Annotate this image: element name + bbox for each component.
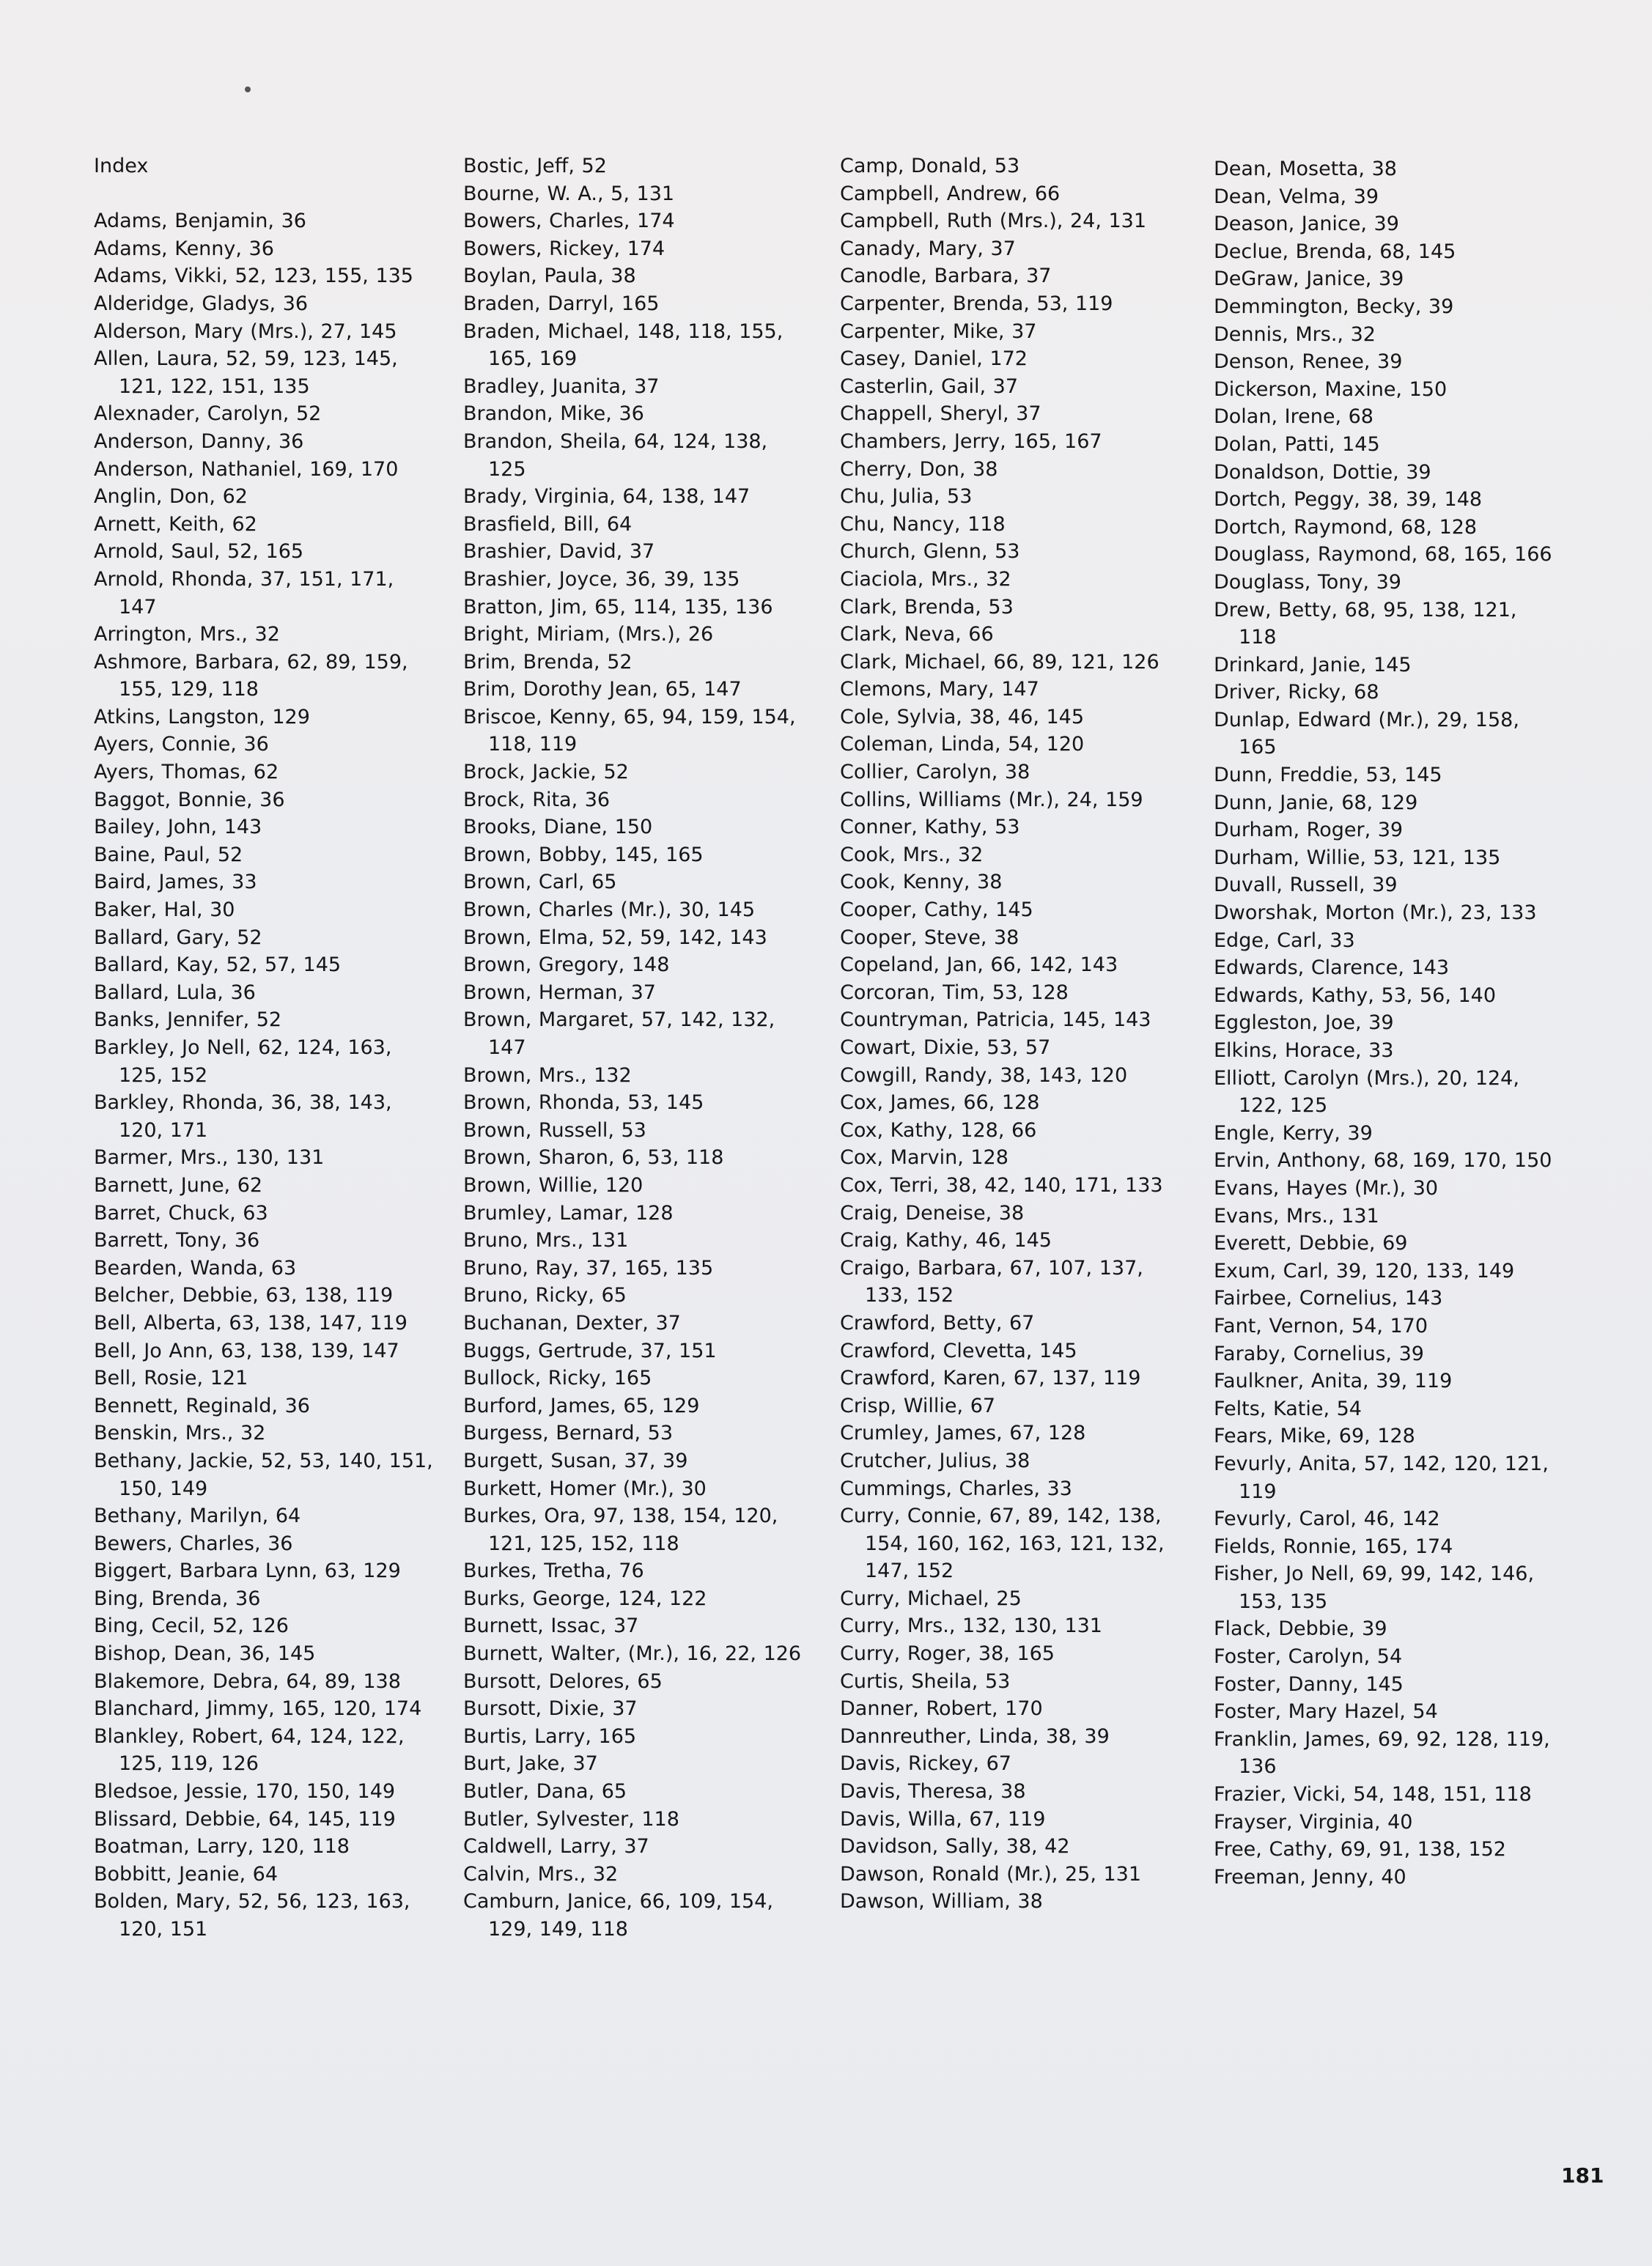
index-entry: Barrett, Tony, 36 [94, 1229, 260, 1252]
index-entry: Ervin, Anthony, 68, 169, 170, 150 [1214, 1149, 1552, 1173]
index-entry: Drew, Betty, 68, 95, 138, 121, 118 [1214, 598, 1517, 649]
index-entry: Bethany, Jackie, 52, 53, 140, 151, 150, 149 [94, 1449, 433, 1500]
index-entry: Ballard, Lula, 36 [94, 981, 256, 1004]
index-entry: Brown, Willie, 120 [463, 1173, 644, 1197]
index-entry: Bradley, Juanita, 37 [463, 374, 660, 398]
index-entry: Bruno, Ricky, 65 [463, 1284, 627, 1307]
index-entry: Barret, Chuck, 63 [94, 1201, 268, 1225]
index-entry: Bishop, Dean, 36, 145 [94, 1642, 316, 1666]
index-entry: Elliott, Carolyn (Mrs.), 20, 124, 122, 125 [1214, 1066, 1519, 1118]
index-entry: Dolan, Irene, 68 [1214, 405, 1373, 429]
index-entry: Cook, Mrs., 32 [840, 843, 984, 866]
index-entry: Brown, Herman, 37 [463, 981, 656, 1004]
index-entry: Arnett, Keith, 62 [94, 512, 257, 536]
index-entry: Brasfield, Bill, 64 [463, 512, 633, 536]
index-entry: Bailey, John, 143 [94, 816, 262, 839]
index-entry: Crumley, James, 67, 128 [840, 1422, 1086, 1445]
index-entry: Bullock, Ricky, 165 [463, 1367, 652, 1390]
index-entry: Baker, Hal, 30 [94, 898, 235, 922]
index-entry: Barmer, Mrs., 130, 131 [94, 1146, 325, 1170]
index-entry: Boatman, Larry, 120, 118 [94, 1835, 350, 1859]
index-entry: Eggleston, Joe, 39 [1214, 1011, 1394, 1035]
index-entry: Cox, Terri, 38, 42, 140, 171, 133 [840, 1173, 1163, 1197]
index-entry: Ballard, Gary, 52 [94, 926, 262, 949]
index-entry: Coleman, Linda, 54, 120 [840, 733, 1085, 756]
index-entry: Allen, Laura, 52, 59, 123, 145, 121, 122, 151, 135 [94, 347, 398, 398]
index-entry: Burkes, Tretha, 76 [463, 1560, 644, 1583]
index-entry: Banks, Jennifer, 52 [94, 1008, 282, 1032]
index-entry: Baine, Paul, 52 [94, 843, 243, 866]
index-entry: Craig, Kathy, 46, 145 [840, 1229, 1052, 1252]
index-entry: Donaldson, Dottie, 39 [1214, 460, 1431, 484]
index-entry: Blakemore, Debra, 64, 89, 138 [94, 1669, 401, 1693]
index-entry: Dawson, William, 38 [840, 1890, 1043, 1913]
index-entry: Dunn, Janie, 68, 129 [1214, 791, 1418, 814]
index-entry: Burford, James, 65, 129 [463, 1394, 700, 1417]
index-entry: Bearden, Wanda, 63 [94, 1256, 297, 1280]
index-entry: Edge, Carl, 33 [1214, 929, 1355, 952]
index-entry: Evans, Hayes (Mr.), 30 [1214, 1176, 1439, 1200]
index-entry: Ballard, Kay, 52, 57, 145 [94, 953, 342, 977]
index-entry: Bobbitt, Jeanie, 64 [94, 1862, 279, 1886]
index-entry: Edwards, Kathy, 53, 56, 140 [1214, 983, 1497, 1007]
index-entry: Buchanan, Dexter, 37 [463, 1311, 681, 1335]
index-entry: Biggert, Barbara Lynn, 63, 129 [94, 1560, 401, 1583]
index-entry: Bruno, Ray, 37, 165, 135 [463, 1256, 714, 1280]
index-entry: Ayers, Thomas, 62 [94, 761, 279, 784]
index-entry: Barkley, Rhonda, 36, 38, 143, 120, 171 [94, 1091, 392, 1142]
index-entry: Campbell, Andrew, 66 [840, 182, 1061, 205]
index-entry: Collier, Carolyn, 38 [840, 761, 1030, 784]
index-entry: Brashier, David, 37 [463, 540, 655, 564]
index-entry: Alexnader, Carolyn, 52 [94, 402, 322, 426]
index-entry: Brim, Brenda, 52 [463, 650, 633, 673]
index-entry: Brown, Bobby, 145, 165 [463, 843, 704, 866]
index-entry: Bright, Miriam, (Mrs.), 26 [463, 623, 714, 646]
index-entry: Chu, Nancy, 118 [840, 512, 1006, 536]
index-entry: Brown, Russell, 53 [463, 1118, 646, 1142]
index-entry: Burkes, Ora, 97, 138, 154, 120, 121, 125, 152, 118 [463, 1505, 778, 1555]
index-entry: Barnett, June, 62 [94, 1173, 263, 1197]
index-entry: Anderson, Nathaniel, 169, 170 [94, 457, 399, 481]
index-entry: Dannreuther, Linda, 38, 39 [840, 1724, 1110, 1748]
index-entry: Crisp, Willie, 67 [840, 1394, 996, 1417]
index-entry: Anderson, Danny, 36 [94, 429, 304, 453]
index-entry: Bethany, Marilyn, 64 [94, 1505, 301, 1528]
index-entry: Burnett, Issac, 37 [463, 1614, 639, 1638]
index-entry: Fairbee, Cornelius, 143 [1214, 1287, 1443, 1310]
index-entry: Durham, Roger, 39 [1214, 819, 1404, 842]
index-entry: Ashmore, Barbara, 62, 89, 159, 155, 129, 118 [94, 650, 408, 701]
index-entry: Curry, Connie, 67, 89, 142, 138, 154, 160, 162, 163, 121, 132, 147, 152 [840, 1505, 1165, 1583]
index-entry: Brock, Jackie, 52 [463, 761, 629, 784]
index-entry: Crutcher, Julius, 38 [840, 1449, 1030, 1472]
index-entry: Bourne, W. A., 5, 131 [463, 182, 675, 205]
index-entry: Cole, Sylvia, 38, 46, 145 [840, 705, 1085, 728]
index-entry: Cook, Kenny, 38 [840, 871, 1003, 894]
index-entry: Fevurly, Anita, 57, 142, 120, 121, 119 [1214, 1452, 1549, 1503]
index-entry: Clark, Brenda, 53 [840, 595, 1014, 619]
index-entry: Brown, Charles (Mr.), 30, 145 [463, 898, 756, 922]
index-entry: Carpenter, Mike, 37 [840, 320, 1037, 343]
index-entry: Dunn, Freddie, 53, 145 [1214, 764, 1442, 787]
index-entry: Carpenter, Brenda, 53, 119 [840, 292, 1113, 315]
index-entry: Davis, Willa, 67, 119 [840, 1807, 1046, 1831]
index-entry: Brock, Rita, 36 [463, 788, 611, 811]
index-entry: Countryman, Patricia, 145, 143 [840, 1008, 1151, 1032]
index-entry: Burkett, Homer (Mr.), 30 [463, 1477, 707, 1500]
index-entry: Copeland, Jan, 66, 142, 143 [840, 953, 1118, 977]
index-entry: Fears, Mike, 69, 128 [1214, 1425, 1415, 1448]
index-entry: Craigo, Barbara, 67, 107, 137, 133, 152 [840, 1256, 1143, 1307]
index-entry: Foster, Danny, 145 [1214, 1672, 1404, 1696]
index-entry: Declue, Brenda, 68, 145 [1214, 240, 1456, 263]
index-entry: Boylan, Paula, 38 [463, 265, 636, 288]
index-entry: Curtis, Sheila, 53 [840, 1669, 1011, 1693]
index-entry: Adams, Vikki, 52, 123, 155, 135 [94, 265, 413, 288]
index-entry: Foster, Mary Hazel, 54 [1214, 1700, 1438, 1724]
index-entry: Burgess, Bernard, 53 [463, 1422, 674, 1445]
index-entry: Casey, Daniel, 172 [840, 347, 1028, 371]
index-entry: Bell, Alberta, 63, 138, 147, 119 [94, 1311, 408, 1335]
paper-speck [245, 86, 251, 92]
index-entry: Brim, Dorothy Jean, 65, 147 [463, 678, 742, 701]
page-number: 181 [1561, 2163, 1604, 2188]
index-entry: Church, Glenn, 53 [840, 540, 1020, 564]
index-entry: Clark, Neva, 66 [840, 623, 994, 646]
index-entry: Chappell, Sheryl, 37 [840, 402, 1041, 426]
index-entry: Brown, Carl, 65 [463, 871, 617, 894]
index-entry: Felts, Katie, 54 [1214, 1397, 1362, 1420]
index-entry: Baggot, Bonnie, 36 [94, 788, 285, 811]
index-entry: Chambers, Jerry, 165, 167 [840, 429, 1102, 453]
index-entry: Dean, Mosetta, 38 [1214, 158, 1397, 180]
index-entry: Burt, Jake, 37 [463, 1752, 598, 1776]
index-entry: Dworshak, Morton (Mr.), 23, 133 [1214, 901, 1537, 925]
index-entry: Burks, George, 124, 122 [463, 1587, 707, 1610]
index-entry: Camburn, Janice, 66, 109, 154, 129, 149, 118 [463, 1890, 773, 1941]
index-entry: Davis, Theresa, 38 [840, 1780, 1026, 1804]
index-entry: Bowers, Charles, 174 [463, 210, 675, 233]
index-entry: Camp, Donald, 53 [840, 155, 1020, 177]
index-entry: Dortch, Peggy, 38, 39, 148 [1214, 488, 1483, 512]
index-entry: Davis, Rickey, 67 [840, 1752, 1011, 1776]
index-entry: Craig, Deneise, 38 [840, 1201, 1025, 1225]
index-entry: Caldwell, Larry, 37 [463, 1835, 649, 1859]
index-entry: Brown, Gregory, 148 [463, 953, 670, 977]
index-entry: Davidson, Sally, 38, 42 [840, 1835, 1070, 1859]
index-column-4 [1214, 155, 1558, 1891]
index-entry: Braden, Michael, 148, 118, 155, 165, 169 [463, 320, 783, 371]
index-entry: Curry, Mrs., 132, 130, 131 [840, 1614, 1102, 1638]
index-entry: Cox, Kathy, 128, 66 [840, 1118, 1037, 1142]
index-entry: Danner, Robert, 170 [840, 1697, 1043, 1721]
index-entry: Everett, Debbie, 69 [1214, 1232, 1408, 1255]
index-entry: Brandon, Mike, 36 [463, 402, 644, 426]
index-entry: Cowgill, Randy, 38, 143, 120 [840, 1063, 1128, 1087]
index-entry: Driver, Ricky, 68 [1214, 681, 1379, 704]
index-entry: Cummings, Charles, 33 [840, 1477, 1072, 1500]
index-entry: Chu, Julia, 53 [840, 485, 973, 509]
index-entry: Atkins, Langston, 129 [94, 705, 310, 728]
index-entry: Cooper, Cathy, 145 [840, 898, 1033, 922]
index-entry: Brashier, Joyce, 36, 39, 135 [463, 567, 740, 591]
index-entry: Curry, Roger, 38, 165 [840, 1642, 1055, 1666]
index-entry: Arnold, Rhonda, 37, 151, 171, 147 [94, 567, 394, 619]
index-entry: Frazier, Vicki, 54, 148, 151, 118 [1214, 1783, 1532, 1806]
index-entry: Brumley, Lamar, 128 [463, 1201, 674, 1225]
index-entry: Crawford, Betty, 67 [840, 1311, 1035, 1335]
index-entry: Faraby, Cornelius, 39 [1214, 1342, 1424, 1365]
index-entry: Franklin, James, 69, 92, 128, 119, 136 [1214, 1727, 1550, 1779]
index-entry: Bursott, Delores, 65 [463, 1669, 663, 1693]
index-entry: Faulkner, Anita, 39, 119 [1214, 1370, 1453, 1393]
index-entry: Adams, Kenny, 36 [94, 237, 274, 260]
index-entry: Crawford, Clevetta, 145 [840, 1339, 1077, 1362]
index-entry: Bledsoe, Jessie, 170, 150, 149 [94, 1780, 396, 1804]
index-column-1 [94, 152, 438, 1944]
index-entry: Bing, Cecil, 52, 126 [94, 1614, 289, 1638]
index-entry: Dolan, Patti, 145 [1214, 432, 1380, 456]
index-entry: Douglass, Tony, 39 [1214, 570, 1401, 594]
index-entry: Cox, James, 66, 128 [840, 1091, 1040, 1115]
index-entry: Flack, Debbie, 39 [1214, 1617, 1387, 1641]
index-entry: Evans, Mrs., 131 [1214, 1204, 1379, 1228]
index-entry: Cox, Marvin, 128 [840, 1146, 1008, 1170]
index-entry: Adams, Benjamin, 36 [94, 210, 306, 233]
index-entry: Bruno, Mrs., 131 [463, 1229, 629, 1252]
index-entry: Frayser, Virginia, 40 [1214, 1810, 1413, 1834]
index-entry: Denson, Renee, 39 [1214, 350, 1403, 374]
index-entry: Alderson, Mary (Mrs.), 27, 145 [94, 320, 397, 343]
index-entry: Burnett, Walter, (Mr.), 16, 22, 126 [463, 1642, 802, 1666]
index-entry: Brown, Mrs., 132 [463, 1063, 632, 1087]
index-entry: Deason, Janice, 39 [1214, 213, 1399, 236]
index-entry: Ciaciola, Mrs., 32 [840, 567, 1011, 591]
index-entry: Fisher, Jo Nell, 69, 99, 142, 146, 153, 135 [1214, 1562, 1535, 1613]
index-entry: Benskin, Mrs., 32 [94, 1422, 266, 1445]
index-entry: Dawson, Ronald (Mr.), 25, 131 [840, 1862, 1142, 1886]
index-column-2 [463, 152, 808, 1944]
index-heading: Index [94, 155, 149, 177]
index-entry: Alderidge, Gladys, 36 [94, 292, 309, 315]
index-entry: Drinkard, Janie, 145 [1214, 653, 1412, 676]
index-entry: Dennis, Mrs., 32 [1214, 322, 1376, 346]
index-entry: Fields, Ronnie, 165, 174 [1214, 1535, 1453, 1558]
index-entry: Corcoran, Tim, 53, 128 [840, 981, 1069, 1004]
index-entry: Canady, Mary, 37 [840, 237, 1016, 260]
index-entry: Bowers, Rickey, 174 [463, 237, 665, 260]
index-entry: Bratton, Jim, 65, 114, 135, 136 [463, 595, 773, 619]
index-entry: Brooks, Diane, 150 [463, 816, 653, 839]
index-entry: Clark, Michael, 66, 89, 121, 126 [840, 650, 1159, 673]
index-entry: Arrington, Mrs., 32 [94, 623, 280, 646]
index-entry: Bell, Jo Ann, 63, 138, 139, 147 [94, 1339, 399, 1362]
index-entry: Curry, Michael, 25 [840, 1587, 1022, 1610]
index-entry: Bing, Brenda, 36 [94, 1587, 261, 1610]
index-entry: Fant, Vernon, 54, 170 [1214, 1314, 1428, 1337]
index-entry: Foster, Carolyn, 54 [1214, 1645, 1403, 1669]
index-entry: Baird, James, 33 [94, 871, 257, 894]
index-entry: Demmington, Becky, 39 [1214, 295, 1454, 318]
index-entry: Cooper, Steve, 38 [840, 926, 1019, 949]
index-entry: Butler, Dana, 65 [463, 1780, 627, 1804]
index-entry: Bursott, Dixie, 37 [463, 1697, 638, 1721]
index-entry: Blissard, Debbie, 64, 145, 119 [94, 1807, 396, 1831]
index-entry: Burtis, Larry, 165 [463, 1724, 637, 1748]
index-entry: Engle, Kerry, 39 [1214, 1121, 1373, 1145]
index-entry: Casterlin, Gail, 37 [840, 374, 1019, 398]
index-entry: Conner, Kathy, 53 [840, 816, 1020, 839]
index-entry: Braden, Darryl, 165 [463, 292, 660, 315]
index-entry: Bewers, Charles, 36 [94, 1532, 293, 1555]
index-entry: Belcher, Debbie, 63, 138, 119 [94, 1284, 394, 1307]
index-entry: Brown, Rhonda, 53, 145 [463, 1091, 704, 1115]
index-entry: Anglin, Don, 62 [94, 485, 248, 509]
index-entry: Douglass, Raymond, 68, 165, 166 [1214, 543, 1552, 566]
index-entry: Elkins, Horace, 33 [1214, 1039, 1394, 1062]
index-entry: Canodle, Barbara, 37 [840, 265, 1052, 288]
index-entry: Bell, Rosie, 121 [94, 1367, 248, 1390]
index-column-3 [840, 152, 1184, 1916]
index-entry: Dickerson, Maxine, 150 [1214, 377, 1448, 401]
index-entry: Bolden, Mary, 52, 56, 123, 163, 120, 151 [94, 1890, 410, 1941]
index-entry: Exum, Carl, 39, 120, 133, 149 [1214, 1259, 1515, 1283]
index-entry: Duvall, Russell, 39 [1214, 874, 1398, 897]
index-entry: Blankley, Robert, 64, 124, 122, 125, 119, 126 [94, 1724, 405, 1776]
index-entry: Burgett, Susan, 37, 39 [463, 1449, 688, 1472]
index-entry: Fevurly, Carol, 46, 142 [1214, 1507, 1440, 1531]
index-entry: Dunlap, Edward (Mr.), 29, 158, 165 [1214, 708, 1519, 759]
index-entry: Cowart, Dixie, 53, 57 [840, 1036, 1051, 1059]
index-entry: Bostic, Jeff, 52 [463, 155, 607, 177]
index-entry: Barkley, Jo Nell, 62, 124, 163, 125, 152 [94, 1036, 392, 1087]
index-entry: Calvin, Mrs., 32 [463, 1862, 619, 1886]
index-entry: Dortch, Raymond, 68, 128 [1214, 515, 1478, 539]
index-entry: Collins, Williams (Mr.), 24, 159 [840, 788, 1143, 811]
index-entry: Ayers, Connie, 36 [94, 733, 269, 756]
index-entry: Brown, Elma, 52, 59, 142, 143 [463, 926, 767, 949]
index-entry: Cherry, Don, 38 [840, 457, 998, 481]
index-entry: Durham, Willie, 53, 121, 135 [1214, 846, 1501, 869]
index-entry: Crawford, Karen, 67, 137, 119 [840, 1367, 1141, 1390]
index-entry: Freeman, Jenny, 40 [1214, 1865, 1406, 1889]
index-entry: DeGraw, Janice, 39 [1214, 267, 1404, 291]
index-entry: Free, Cathy, 69, 91, 138, 152 [1214, 1838, 1506, 1861]
index-entry: Buggs, Gertrude, 37, 151 [463, 1339, 717, 1362]
index-entry: Arnold, Saul, 52, 165 [94, 540, 304, 564]
index-entry: Clemons, Mary, 147 [840, 678, 1039, 701]
index-entry: Brady, Virginia, 64, 138, 147 [463, 485, 751, 509]
index-entry: Bennett, Reginald, 36 [94, 1394, 310, 1417]
index-entry: Edwards, Clarence, 143 [1214, 956, 1450, 980]
index-entry: Brown, Margaret, 57, 142, 132, 147 [463, 1008, 775, 1059]
index-entry: Brown, Sharon, 6, 53, 118 [463, 1146, 724, 1170]
index-entry: Campbell, Ruth (Mrs.), 24, 131 [840, 210, 1147, 233]
index-entry: Dean, Velma, 39 [1214, 185, 1379, 208]
index-entry: Brandon, Sheila, 64, 124, 138, 125 [463, 429, 768, 481]
index-entry: Blanchard, Jimmy, 165, 120, 174 [94, 1697, 422, 1721]
index-entry: Briscoe, Kenny, 65, 94, 159, 154, 118, 119 [463, 705, 796, 756]
index-entry: Butler, Sylvester, 118 [463, 1807, 679, 1831]
